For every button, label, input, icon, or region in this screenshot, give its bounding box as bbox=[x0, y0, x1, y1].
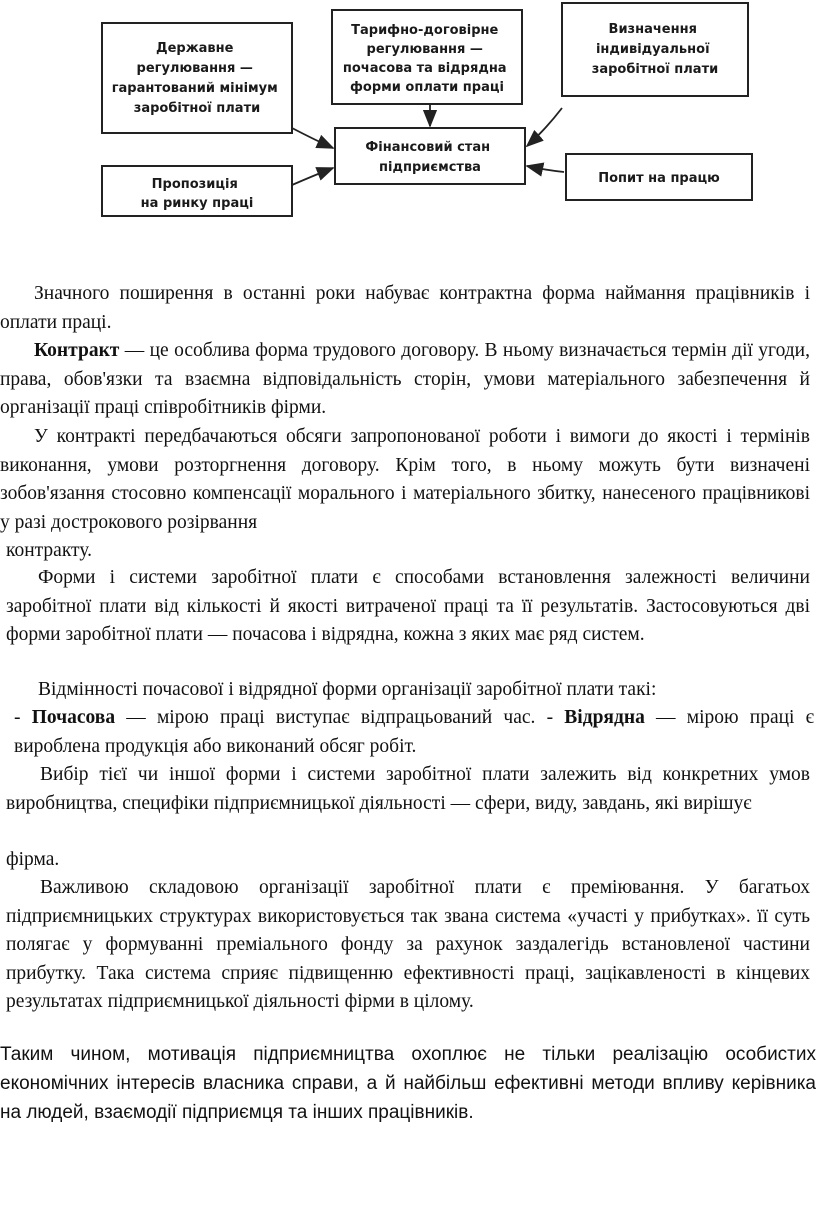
paragraph-text: У контракті передбачаються обсяги запропонованої роботи і вимоги до якості і термінів виконання, умови розторгнення договору. Крім того, в ньому можуть бути визначені зобов'язання стосовно компенсації морального і матеріального збитку, нанесеного працівникові у разі дострокового розірвання bbox=[0, 426, 810, 533]
paragraph-text: контракту. bbox=[6, 540, 92, 561]
term-time-based: Почасова bbox=[31, 707, 116, 728]
list-dash: - bbox=[14, 707, 32, 728]
paragraph-form-choice bbox=[6, 761, 810, 818]
paragraph-text: Важливою складовою організації заробітної плати є преміювання. У багатьох підприємницьких структурах використовується так звана система «участі у прибутках». її суть полягає у формуванні преміального фонду за рахунок заздалегідь встановленої частини прибутку. Така система сприяє підвищенню ефективності праці, зацікавленості в кінцевих результатах підприємницької діяльності фірми в цілому. bbox=[6, 877, 810, 1012]
term-contract: Контракт bbox=[34, 340, 120, 361]
arrow-supply-to-financial bbox=[292, 168, 333, 185]
individual-wage-text: Визначення індивідуальної заробітної плати bbox=[591, 22, 719, 77]
paragraph-contract-definition bbox=[0, 337, 810, 423]
tariff-regulation-text: Тарифно-договірне регулювання — почасова та відрядна форми оплати праці bbox=[342, 23, 507, 95]
paragraph-contract-form bbox=[0, 280, 810, 337]
term-piece-rate: Відрядна bbox=[564, 707, 645, 728]
paragraph-text: — мірою праці є вироблена продукція або виконаний обсяг робіт. bbox=[14, 707, 815, 757]
paragraph-text: Значного поширення в останні роки набуває контрактна форма наймання працівників і оплати праці. bbox=[0, 283, 810, 333]
paragraph-text: — це особлива форма трудового договору. В ньому визначається термін дії угоди, права, обов'язки та взаємна відповідальність сторін, умови матеріального забезпечення й організації праці співробітників фірми. bbox=[0, 340, 810, 418]
paragraph-form-choice-tail bbox=[6, 846, 59, 875]
state-regulation-box bbox=[102, 23, 292, 133]
paragraph-wage-types bbox=[14, 704, 814, 761]
labor-supply-text: Пропозиція на ринку праці bbox=[140, 177, 254, 211]
financial-state-box bbox=[335, 128, 525, 184]
arrow-demand-to-financial bbox=[527, 166, 564, 172]
paragraph-text: Відмінності почасової і відрядної форми організації заробітної плати такі: bbox=[38, 679, 657, 700]
paragraph-contract-content bbox=[0, 423, 810, 537]
motivation-diagram bbox=[0, 0, 816, 230]
paragraph-bonuses bbox=[6, 874, 810, 1017]
paragraph-conclusion bbox=[0, 1040, 816, 1127]
labor-demand-text: Попит на працю bbox=[598, 171, 720, 186]
paragraph-text: фірма. bbox=[6, 849, 60, 870]
paragraph-wage-forms bbox=[6, 564, 810, 650]
paragraph-text: Таким чином, мотивація підприємництва охоплює не тільки реалізацію особистих економічних інтересів власника справи, а й найбільш ефективні методи впливу керівника на людей, взаємодії підприємця та інших працівників. bbox=[0, 1044, 816, 1123]
arrow-state-to-financial bbox=[292, 128, 333, 148]
arrow-individual-to-financial bbox=[527, 108, 562, 146]
paragraph-differences bbox=[38, 676, 656, 705]
paragraph-text: — мірою праці виступає відпрацьований час. - bbox=[115, 707, 565, 728]
financial-state-text: Фінансовий стан підприємства bbox=[365, 140, 491, 175]
paragraph-contract-content-tail bbox=[6, 537, 92, 566]
paragraph-text: Вибір тієї чи іншої форми і системи заробітної плати залежить від конкретних умов виробництва, специфіки підприємницької діяльності — сфери, виду, завдань, які вирішує bbox=[6, 764, 810, 814]
state-regulation-text: Державне регулювання — гарантований мінімум заробітної плати bbox=[111, 41, 278, 116]
paragraph-text: Форми і системи заробітної плати є способами встановлення залежності величини заробітної плати від кількості й якості витраченої праці та її результатів. Застосовуються дві форми заробітної плати — почасова і відрядна, кожна з яких має ряд систем. bbox=[6, 567, 810, 645]
